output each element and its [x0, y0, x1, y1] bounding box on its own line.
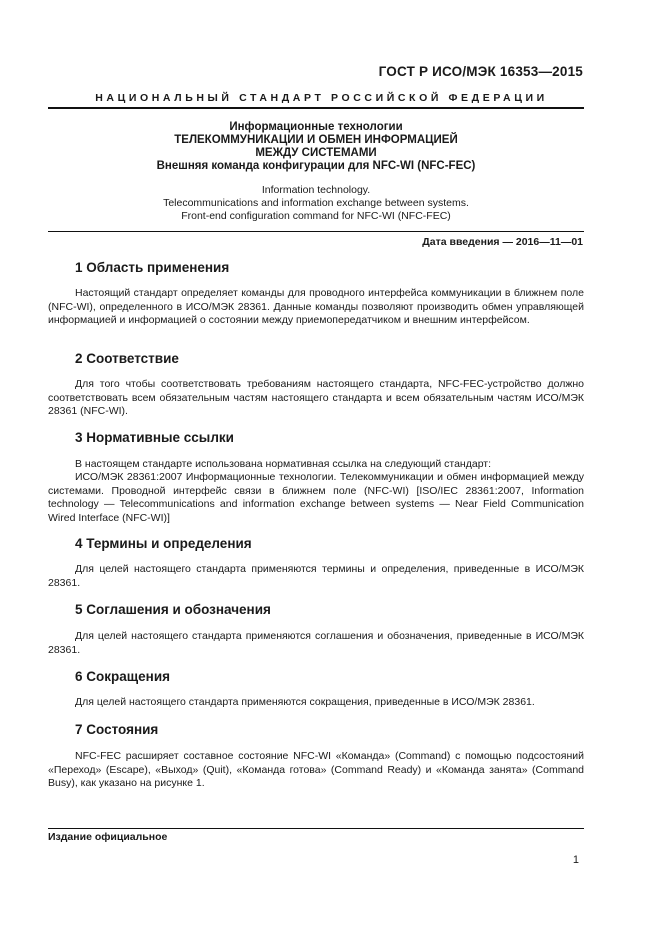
- page-number: 1: [572, 854, 579, 866]
- introduction-date: Дата введения — 2016—11—01: [422, 236, 583, 248]
- section-paragraph: Настоящий стандарт определяет команды для проводного интерфейса коммуникации в ближнем поле (NFC-WI), определенного в ИСО/МЭК 28361. Данные команды позволяют производить обмен управляющей информацией и информацией о состоянии между приемопередатчиком и внешним интерфейсом.: [48, 287, 584, 326]
- national-standard-banner: НАЦИОНАЛЬНЫЙ СТАНДАРТ РОССИЙСКОЙ ФЕДЕРАЦИИ: [95, 92, 548, 104]
- section-heading: 4 Термины и определения: [75, 536, 252, 551]
- section-paragraph: Для того чтобы соответствовать требованиям настоящего стандарта, NFC-FEC-устройство должно соответствовать всем обязательным частям настоящего стандарта и всем обязательным частям ИСО/МЭК 28361 (NFC-WI).: [48, 378, 584, 417]
- russian-title: [48, 121, 584, 173]
- section-paragraph: В настоящем стандарте использована нормативная ссылка на следующий стандарт:: [75, 458, 492, 470]
- russian-title-line: Внешняя команда конфигурации для NFC-WI (NFC-FEC): [156, 160, 476, 172]
- russian-title-line: ТЕЛЕКОММУНИКАЦИИ И ОБМЕН ИНФОРМАЦИЕЙ: [174, 134, 458, 146]
- section-paragraph-reference: ИСО/МЭК 28361:2007 Информационные технологии. Телекоммуникации и обмен информацией между системами. Проводной интерфейс связи в ближнем поле (NFC-WI) [ISO/IEC 28361:2007, Information technology — Telecommunications and information exchange between systems — Near Field Communication Wired Interface (NFC-WI)]: [48, 471, 584, 524]
- english-title: [48, 184, 584, 223]
- section-heading: 3 Нормативные ссылки: [75, 430, 234, 445]
- edition-label: Издание официальное: [48, 831, 168, 843]
- section-heading: 6 Сокращения: [75, 669, 170, 684]
- title-rule: [48, 231, 584, 232]
- english-title-line: Front-end configuration command for NFC-WI (NFC-FEC): [181, 210, 451, 222]
- section-paragraph: Для целей настоящего стандарта применяются сокращения, приведенные в ИСО/МЭК 28361.: [75, 696, 535, 708]
- document-code: ГОСТ Р ИСО/МЭК 16353—2015: [378, 64, 583, 79]
- footer-rule: [48, 828, 584, 829]
- english-title-line: Information technology.: [261, 184, 371, 196]
- section-heading: 5 Соглашения и обозначения: [75, 602, 271, 617]
- english-title-line: Telecommunications and information exchange between systems.: [163, 197, 469, 209]
- header-rule: [48, 107, 584, 109]
- section-paragraph: NFC-FEC расширяет составное состояние NFC-WI «Команда» (Command) с помощью подсостояний «Переход» (Escape), «Выход» (Quit), «Команда готова» (Command Ready) и «Команда занята» (Command Busy), как указано на рисунке 1.: [48, 750, 584, 789]
- section-heading: 2 Соответствие: [75, 351, 179, 366]
- russian-title-line: Информационные технологии: [229, 121, 403, 133]
- russian-title-line: МЕЖДУ СИСТЕМАМИ: [255, 147, 377, 159]
- section-paragraph: Для целей настоящего стандарта применяются соглашения и обозначения, приведенные в ИСО/МЭК 28361.: [48, 630, 584, 656]
- section-heading: 1 Область применения: [75, 260, 230, 275]
- section-heading: 7 Состояния: [75, 722, 159, 737]
- section-paragraph: Для целей настоящего стандарта применяются термины и определения, приведенные в ИСО/МЭК 28361.: [48, 563, 584, 589]
